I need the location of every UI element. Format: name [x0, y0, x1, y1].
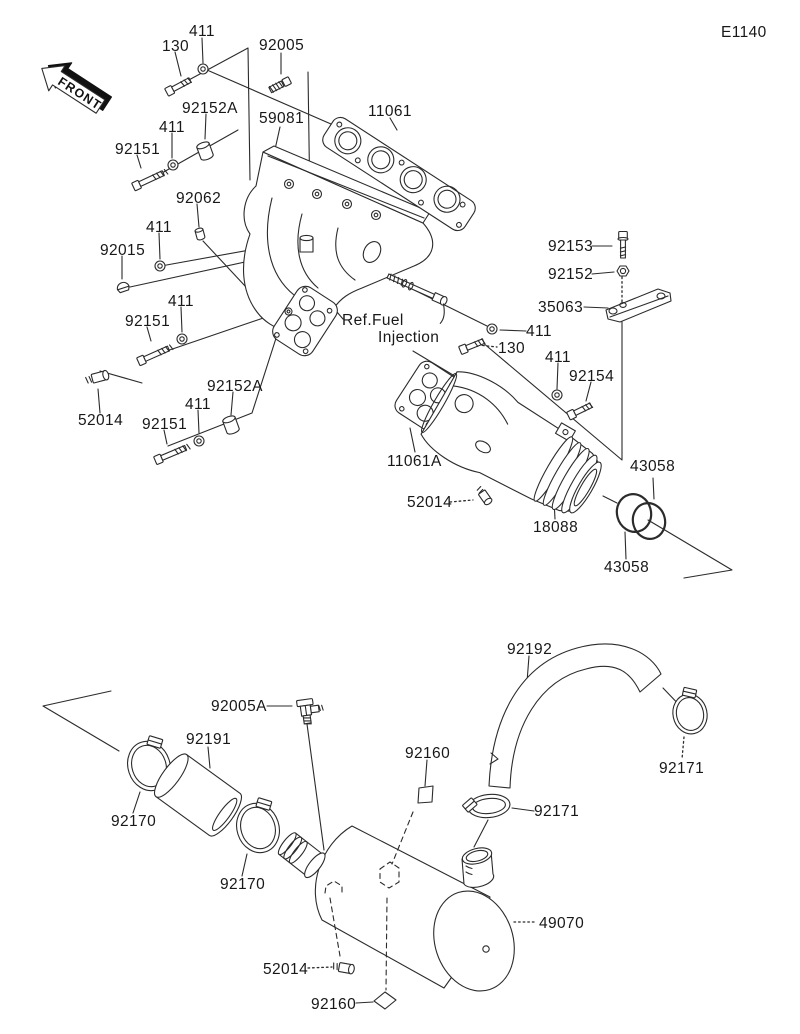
sleeve-icon-92152A — [222, 415, 240, 436]
front-arrow-text: FRONT — [55, 74, 105, 113]
part-label-52014: 52014 — [407, 494, 453, 511]
part-label-59081: 59081 — [259, 110, 305, 127]
part-label-411: 411 — [545, 349, 571, 366]
part-label-92062: 92062 — [176, 190, 222, 207]
part-label-92170: 92170 — [111, 813, 157, 830]
part-label-92151: 92151 — [142, 416, 188, 433]
part-label-92152: 92152 — [548, 266, 594, 283]
bolt-icon-92153 — [618, 232, 628, 259]
water-hose-92192 — [489, 644, 661, 788]
sleeve-icon-92152A — [196, 141, 214, 162]
bolt-icon-92151 — [137, 343, 174, 366]
fitting-icon-52014 — [85, 370, 110, 385]
washer-icon-411 — [198, 64, 208, 74]
part-label-92171: 92171 — [659, 760, 705, 777]
bracket-35063 — [606, 289, 671, 322]
ref-note-line2: Injection — [378, 329, 440, 346]
part-label-92160: 92160 — [311, 996, 357, 1013]
plug-icon-52014 — [475, 486, 493, 506]
part-label-92191: 92191 — [186, 731, 232, 748]
plug-icon-92062 — [195, 227, 206, 240]
part-label-92152A: 92152A — [207, 378, 263, 395]
washer-icon-411 — [552, 390, 562, 400]
part-label-92154: 92154 — [569, 368, 615, 385]
o-rings-43058 — [613, 490, 669, 542]
bolt-icon-92154 — [567, 401, 594, 420]
fitting-icon-92005A — [296, 697, 324, 725]
muffler-49070 — [275, 812, 527, 1002]
part-label-411: 411 — [159, 119, 185, 136]
part-label-52014: 52014 — [263, 961, 309, 978]
part-label-52014: 52014 — [78, 412, 124, 429]
page-code: E1140 — [721, 24, 767, 41]
part-label-92160: 92160 — [405, 745, 451, 762]
washer-icon-411 — [155, 261, 165, 271]
hose-clamp-92171 — [668, 684, 711, 737]
washer-icon-411 — [177, 334, 187, 344]
part-label-43058: 43058 — [630, 458, 676, 475]
part-label-18088: 18088 — [533, 519, 579, 536]
part-label-92005: 92005 — [259, 37, 305, 54]
part-label-411: 411 — [526, 323, 552, 340]
part-label-35063: 35063 — [538, 299, 584, 316]
damper-icon-92160 — [374, 992, 396, 1009]
part-label-411: 411 — [168, 293, 194, 310]
washer-icon-411 — [487, 324, 497, 334]
part-label-92171: 92171 — [534, 803, 580, 820]
front-direction-arrow — [34, 51, 116, 121]
part-label-92170: 92170 — [220, 876, 266, 893]
part-label-92151: 92151 — [115, 141, 161, 158]
part-label-92015: 92015 — [100, 242, 146, 259]
part-label-92152A: 92152A — [182, 100, 238, 117]
part-label-411: 411 — [146, 219, 172, 236]
ref-note-line1: Ref.Fuel — [342, 312, 404, 329]
bolt-icon-130 — [165, 76, 193, 96]
damper-icon-92160 — [418, 786, 433, 803]
washer-icon-411 — [168, 160, 178, 170]
part-label-92153: 92153 — [548, 238, 594, 255]
bolt-icon-92151 — [154, 442, 191, 464]
bolt-icon-92151 — [132, 168, 169, 191]
muffler-outlet-stub — [461, 845, 494, 887]
part-label-92192: 92192 — [507, 641, 553, 658]
washer-icon-411 — [194, 436, 204, 446]
part-label-130: 130 — [498, 340, 526, 357]
fitting-icon-52014 — [332, 961, 355, 974]
part-label-411: 411 — [185, 396, 211, 413]
part-label-92005A: 92005A — [211, 698, 267, 715]
part-label-11061A: 11061A — [387, 453, 442, 470]
part-label-43058: 43058 — [604, 559, 650, 576]
nut-icon-92015 — [116, 281, 130, 293]
part-label-92151: 92151 — [125, 313, 171, 330]
stud-icon-92005 — [268, 77, 291, 94]
hose-clamp-92171 — [461, 792, 511, 820]
part-label-411: 411 — [189, 23, 215, 40]
part-label-49070: 49070 — [539, 915, 585, 932]
bolt-icon-130 — [459, 337, 486, 355]
part-label-130: 130 — [162, 38, 190, 55]
nut-icon-92152 — [617, 266, 629, 276]
part-label-11061: 11061 — [368, 103, 412, 120]
